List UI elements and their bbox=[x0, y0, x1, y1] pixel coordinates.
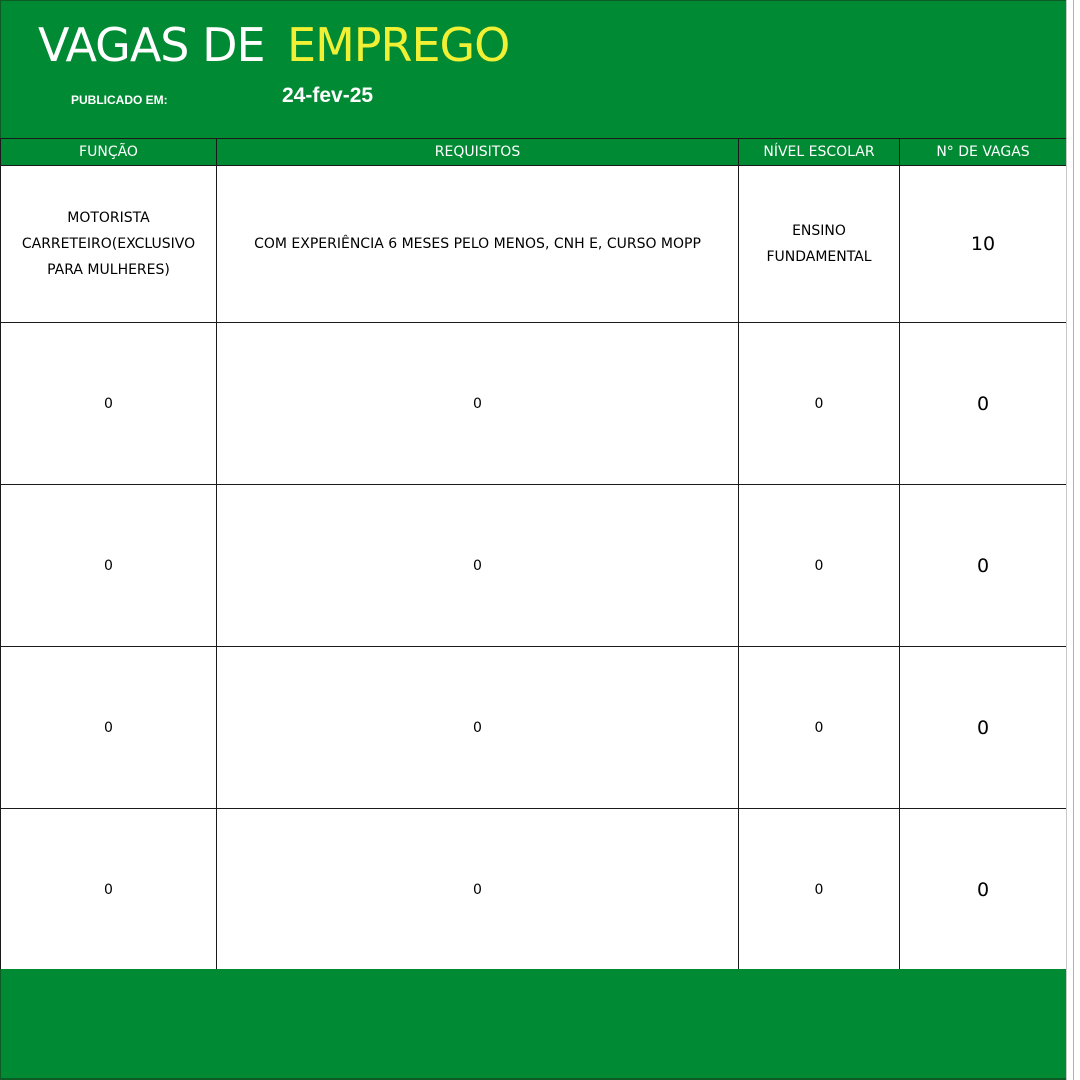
cell-vagas: 10 bbox=[900, 166, 1067, 323]
cell-vagas: 0 bbox=[900, 809, 1067, 971]
title-emprego: EMPREGO bbox=[287, 18, 510, 72]
footer-banner bbox=[0, 969, 1066, 1080]
cell-requisitos: 0 bbox=[217, 809, 739, 971]
cell-vagas: 0 bbox=[900, 485, 1067, 647]
cell-requisitos: 0 bbox=[217, 647, 739, 809]
cell-funcao: 0 bbox=[1, 647, 217, 809]
cell-nivel-escolar: 0 bbox=[739, 323, 900, 485]
table-row bbox=[1, 485, 1067, 647]
table-header-row bbox=[1, 139, 1067, 166]
published-date: 24-fev-25 bbox=[282, 84, 374, 107]
cell-requisitos: 0 bbox=[217, 323, 739, 485]
jobs-table bbox=[0, 138, 1067, 971]
cell-funcao: 0 bbox=[1, 485, 217, 647]
cell-nivel-escolar: 0 bbox=[739, 647, 900, 809]
published-label: PUBLICADO EM: bbox=[71, 93, 168, 107]
cell-vagas: 0 bbox=[900, 647, 1067, 809]
cell-requisitos: COM EXPERIÊNCIA 6 MESES PELO MENOS, CNH E, CURSO MOPP bbox=[217, 166, 739, 323]
cell-funcao: 0 bbox=[1, 323, 217, 485]
cell-nivel-escolar: 0 bbox=[739, 485, 900, 647]
header-banner bbox=[0, 0, 1066, 138]
cell-requisitos: 0 bbox=[217, 485, 739, 647]
column-header-funcao: FUNÇÃO bbox=[1, 139, 217, 166]
cell-nivel-escolar: 0 bbox=[739, 809, 900, 971]
table-row bbox=[1, 809, 1067, 971]
cell-funcao: MOTORISTA CARRETEIRO(EXCLUSIVO PARA MULHERES) bbox=[1, 166, 217, 323]
title-vagas-de: VAGAS DE bbox=[38, 18, 265, 72]
page-edge-divider bbox=[1066, 0, 1080, 1080]
table-row bbox=[1, 323, 1067, 485]
table-row bbox=[1, 166, 1067, 323]
column-header-vagas: N° DE VAGAS bbox=[900, 139, 1067, 166]
column-header-requisitos: REQUISITOS bbox=[217, 139, 739, 166]
column-header-nivel-escolar: NÍVEL ESCOLAR bbox=[739, 139, 900, 166]
table-row bbox=[1, 647, 1067, 809]
cell-nivel-escolar: ENSINO FUNDAMENTAL bbox=[739, 166, 900, 323]
cell-funcao: 0 bbox=[1, 809, 217, 971]
cell-vagas: 0 bbox=[900, 323, 1067, 485]
